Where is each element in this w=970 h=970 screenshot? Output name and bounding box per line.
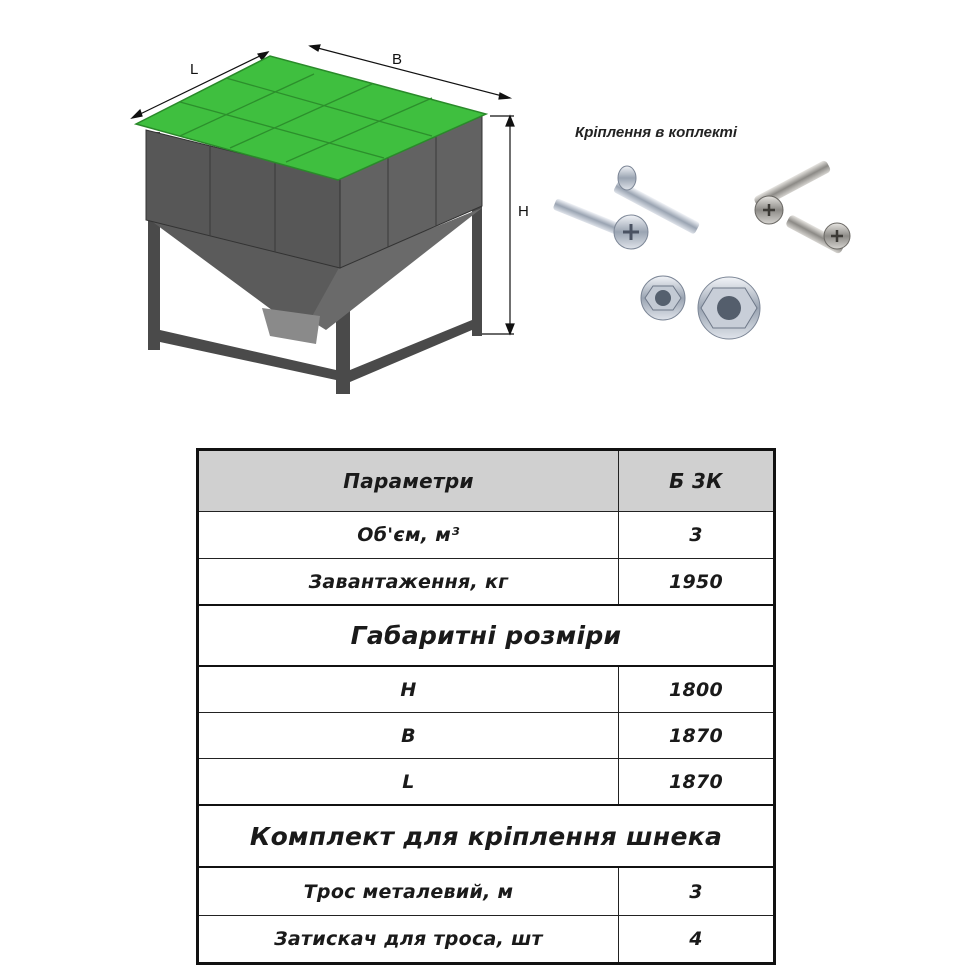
- table-row: [199, 712, 773, 758]
- fasteners-title: Кріплення в коплекті: [575, 124, 738, 141]
- flange-nut-icon: [641, 276, 685, 320]
- dim-l-label: L: [190, 61, 199, 78]
- fasteners-photo: [545, 150, 875, 360]
- hopper-drawing: [110, 30, 530, 410]
- row-value: 3: [689, 524, 703, 546]
- row-label: H: [199, 667, 619, 712]
- row-value: 1870: [668, 770, 724, 793]
- row-label: B: [199, 713, 619, 758]
- flange-nut-icon: [698, 277, 760, 339]
- row-value: 1870: [668, 724, 724, 747]
- table-row: [199, 511, 773, 558]
- section-dimensions: [199, 604, 773, 665]
- screw-icon: [753, 160, 832, 224]
- row-value: 1950: [668, 570, 724, 593]
- row-label: Об'єм, м³: [199, 512, 619, 558]
- table-row: [199, 915, 773, 962]
- row-value: 4: [689, 928, 703, 950]
- spec-table: [196, 448, 776, 965]
- row-label: Трос металевий, м: [199, 868, 619, 915]
- row-label: Завантаження, кг: [199, 559, 619, 604]
- table-row: [199, 866, 773, 915]
- row-value: 3: [689, 880, 703, 903]
- table-row: [199, 665, 773, 712]
- row-label: Затискач для троса, шт: [199, 916, 619, 962]
- section-kit: [199, 804, 773, 866]
- dim-h-label: H: [518, 203, 529, 220]
- table-row: [199, 558, 773, 604]
- row-label: L: [199, 759, 619, 804]
- bolt-icon: [553, 198, 648, 249]
- dim-b-label: B: [392, 51, 403, 68]
- table-row: [199, 758, 773, 804]
- section-title: Комплект для кріплення шнека: [249, 821, 723, 851]
- row-value: 1800: [668, 678, 724, 701]
- header-model: Б 3К: [669, 469, 723, 493]
- section-title: Габаритні розміри: [350, 621, 622, 650]
- table-header: [199, 451, 773, 511]
- header-param: Параметри: [199, 451, 619, 511]
- screw-icon: [785, 214, 850, 255]
